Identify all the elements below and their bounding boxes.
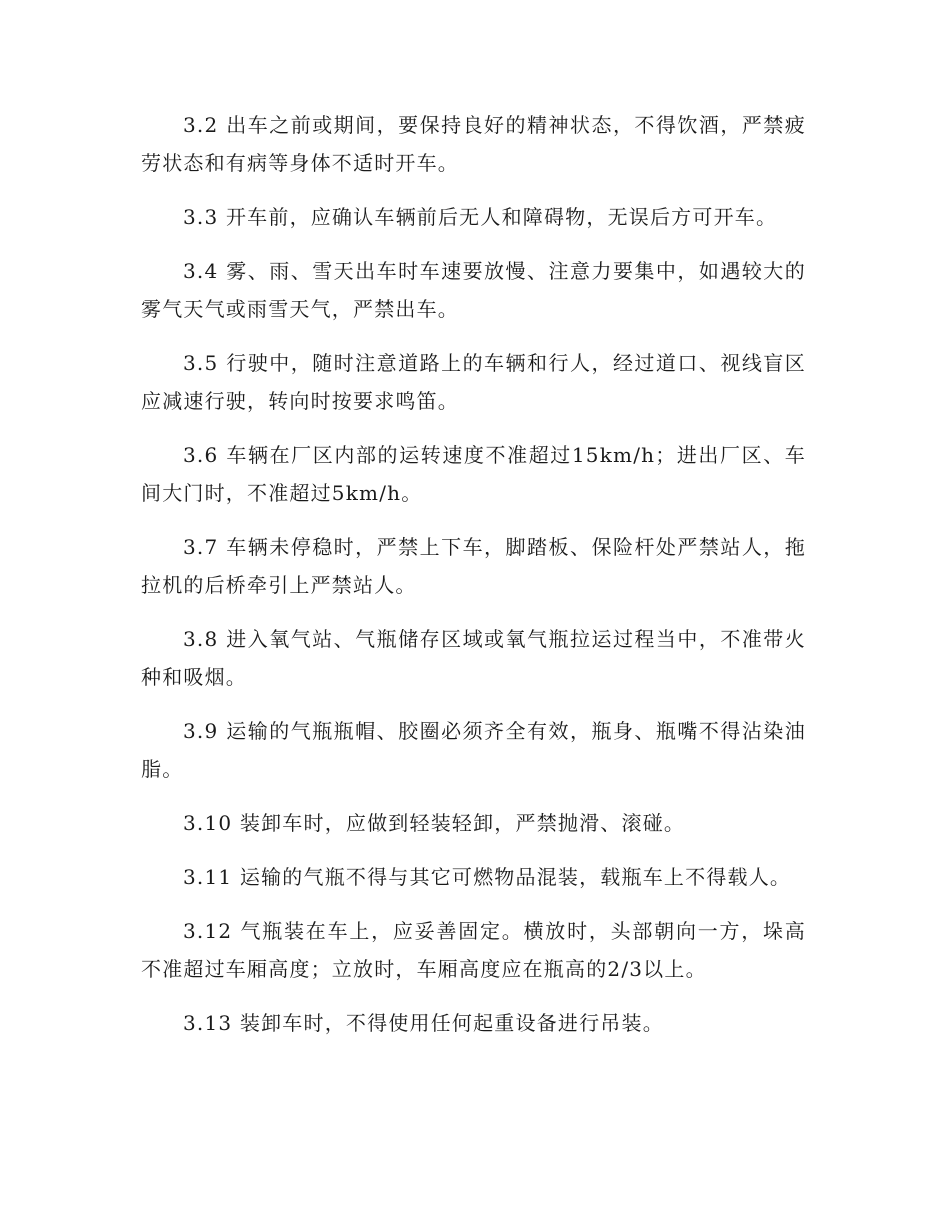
- clause-number: 3.12: [183, 919, 233, 943]
- clause-text: 进入氧气站、气瓶储存区域或氧气瓶拉运过程当中，不准带火种和吸烟。: [141, 627, 806, 689]
- clause-number: 3.4: [183, 259, 219, 283]
- clause-number: 3.7: [183, 535, 219, 559]
- clause-text: 装卸车时，应做到轻装轻卸，严禁抛滑、滚碰。: [239, 811, 686, 835]
- clause-text: 气瓶装在车上，应妥善固定。横放时，头部朝向一方，垛高不准超过车厢高度；立放时，车厢高度应在瓶高的2/3以上。: [141, 919, 807, 981]
- clause-number: 3.5: [183, 351, 219, 375]
- clause-number: 3.13: [183, 1011, 233, 1035]
- clause-3-12: [141, 912, 806, 988]
- clause-3-4: [141, 252, 806, 328]
- clause-3-8: [141, 620, 806, 696]
- clause-3-9: [141, 712, 806, 788]
- clause-number: 3.2: [183, 113, 219, 137]
- clause-number: 3.10: [183, 811, 233, 835]
- document-body: [141, 106, 806, 1058]
- clause-number: 3.8: [183, 627, 219, 651]
- clause-3-6: [141, 436, 806, 512]
- clause-3-10: [141, 804, 806, 842]
- clause-3-13: [141, 1004, 806, 1042]
- clause-number: 3.3: [183, 205, 219, 229]
- clause-3-7: [141, 528, 806, 604]
- clause-3-5: [141, 344, 806, 420]
- clause-text: 出车之前或期间，要保持良好的精神状态，不得饮酒，严禁疲劳状态和有病等身体不适时开车。: [141, 113, 806, 175]
- clause-text: 行驶中，随时注意道路上的车辆和行人，经过道口、视线盲区应减速行驶，转向时按要求鸣笛。: [141, 351, 806, 413]
- clause-text: 运输的气瓶瓶帽、胶圈必须齐全有效，瓶身、瓶嘴不得沾染油脂。: [141, 719, 806, 781]
- clause-text: 开车前，应确认车辆前后无人和障碍物，无误后方可开车。: [225, 205, 778, 229]
- clause-3-11: [141, 858, 806, 896]
- clause-3-3: [141, 198, 806, 236]
- clause-text: 雾、雨、雪天出车时车速要放慢、注意力要集中，如遇较大的雾气天气或雨雪天气，严禁出车。: [141, 259, 806, 321]
- clause-number: 3.9: [183, 719, 219, 743]
- clause-number: 3.6: [183, 443, 219, 467]
- clause-text: 车辆在厂区内部的运转速度不准超过15km/h；进出厂区、车间大门时，不准超过5km/h。: [141, 443, 806, 505]
- clause-3-2: [141, 106, 806, 182]
- clause-text: 车辆未停稳时，严禁上下车，脚踏板、保险杆处严禁站人，拖拉机的后桥牵引上严禁站人。: [141, 535, 806, 597]
- clause-number: 3.11: [183, 865, 233, 889]
- clause-text: 装卸车时，不得使用任何起重设备进行吊装。: [239, 1011, 664, 1035]
- clause-text: 运输的气瓶不得与其它可燃物品混装，载瓶车上不得载人。: [239, 865, 792, 889]
